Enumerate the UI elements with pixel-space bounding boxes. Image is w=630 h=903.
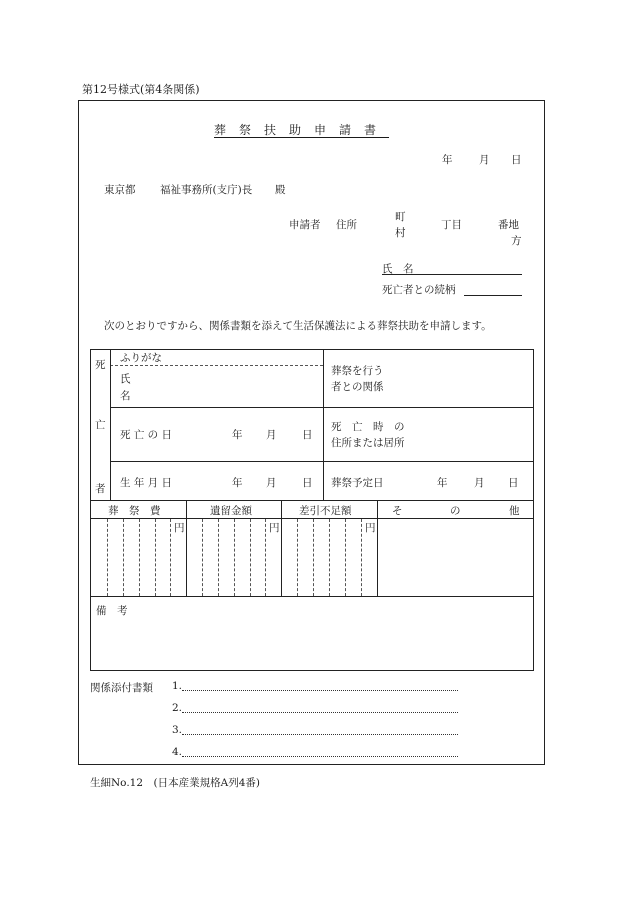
deceased-char-1: 死 <box>95 359 106 371</box>
chome-label: 丁目 <box>441 219 462 231</box>
deceased-name-bottom: 名 <box>120 390 131 402</box>
col-line <box>323 349 324 500</box>
yen-mark: 円 <box>269 522 280 534</box>
addressee-office: 福祉事務所(支庁)長 <box>160 184 253 196</box>
birth-year: 年 <box>232 477 243 489</box>
row-line <box>90 518 534 519</box>
birth-day: 日 <box>302 477 313 489</box>
attachment-line-2 <box>182 712 458 713</box>
digit-divider <box>218 519 219 596</box>
death-place-line1: 死 亡 時 の <box>331 421 405 433</box>
date-year: 年 <box>442 154 453 166</box>
attachment-line-1 <box>182 690 458 691</box>
town-top: 町 <box>395 211 406 223</box>
death-year: 年 <box>232 429 243 441</box>
remarks-label: 備 考 <box>96 605 128 617</box>
relation-label: 死亡者との続柄 <box>382 284 456 296</box>
shortfall-header: 差引不足額 <box>299 505 352 517</box>
funeral-cost-header: 葬 祭 費 <box>108 505 161 517</box>
attachments-label: 関係添付書類 <box>90 682 153 694</box>
banchi-bottom: 方 <box>511 235 522 247</box>
yen-mark: 円 <box>174 522 185 534</box>
digit-divider <box>202 519 203 596</box>
applicant-label: 申請者 <box>289 219 321 231</box>
form-title: 葬祭扶助申請書 <box>214 123 390 137</box>
address-label: 住所 <box>336 219 357 231</box>
relation-underline <box>464 295 522 296</box>
col-line <box>281 500 282 596</box>
row-line <box>110 461 534 462</box>
date-day: 日 <box>511 154 522 166</box>
digit-divider <box>361 519 362 596</box>
attachment-line-4 <box>182 756 458 757</box>
other-char-3: 他 <box>509 505 520 517</box>
digit-divider <box>139 519 140 596</box>
funeral-date-label: 葬祭予定日 <box>331 477 384 489</box>
attachment-item-1: 1. <box>172 680 183 692</box>
attachment-item-4: 4. <box>172 746 183 758</box>
row-line <box>90 500 534 501</box>
furigana-label: ふりがな <box>120 352 162 364</box>
death-place-line2: 住所または居所 <box>331 437 405 449</box>
digit-divider <box>250 519 251 596</box>
digit-divider <box>170 519 171 596</box>
date-month: 月 <box>479 154 490 166</box>
digit-divider <box>107 519 108 596</box>
estate-amount-header: 遺留金額 <box>210 505 252 517</box>
attachment-item-3: 3. <box>172 724 183 736</box>
relation-line1: 葬祭を行う <box>331 365 384 377</box>
statement-text: 次のとおりですから、関係書類を添えて生活保護法による葬祭扶助を申請します。 <box>104 320 492 332</box>
col-line <box>377 500 378 596</box>
attachment-line-3 <box>182 734 458 735</box>
name-underline <box>382 274 522 275</box>
row-line <box>90 596 534 597</box>
col-line <box>186 500 187 596</box>
deceased-char-3: 者 <box>95 483 106 495</box>
birth-month: 月 <box>266 477 277 489</box>
deceased-char-2: 亡 <box>95 419 106 431</box>
addressee-honorific: 殿 <box>275 184 286 196</box>
other-char-2: の <box>450 505 461 517</box>
funeral-month: 月 <box>474 477 485 489</box>
other-char-1: そ <box>392 505 403 517</box>
digit-divider <box>329 519 330 596</box>
form-number: 第12号様式(第4条関係) <box>82 83 200 96</box>
birth-date-label: 生 年 月 日 <box>120 477 173 489</box>
digit-divider <box>313 519 314 596</box>
yen-mark: 円 <box>365 522 376 534</box>
name-label: 氏 名 <box>382 263 414 275</box>
attachment-item-2: 2. <box>172 702 183 714</box>
funeral-year: 年 <box>437 477 448 489</box>
funeral-day: 日 <box>508 477 519 489</box>
death-month: 月 <box>266 429 277 441</box>
death-date-label: 死 亡 の 日 <box>120 429 173 441</box>
digit-divider <box>345 519 346 596</box>
banchi-top: 番地 <box>498 219 519 231</box>
digit-divider <box>234 519 235 596</box>
digit-divider <box>265 519 266 596</box>
addressee-prefix: 東京都 <box>104 184 136 196</box>
footer-note: 生細No.12 (日本産業規格A列4番) <box>90 777 260 789</box>
town-bottom: 村 <box>395 227 406 239</box>
digit-divider <box>155 519 156 596</box>
digit-divider <box>297 519 298 596</box>
col-line <box>110 349 111 500</box>
relation-line2: 者との関係 <box>331 381 384 393</box>
digit-divider <box>123 519 124 596</box>
deceased-name-top: 氏 <box>120 373 131 385</box>
death-day: 日 <box>302 429 313 441</box>
furigana-divider <box>110 365 323 366</box>
row-line <box>110 407 534 408</box>
